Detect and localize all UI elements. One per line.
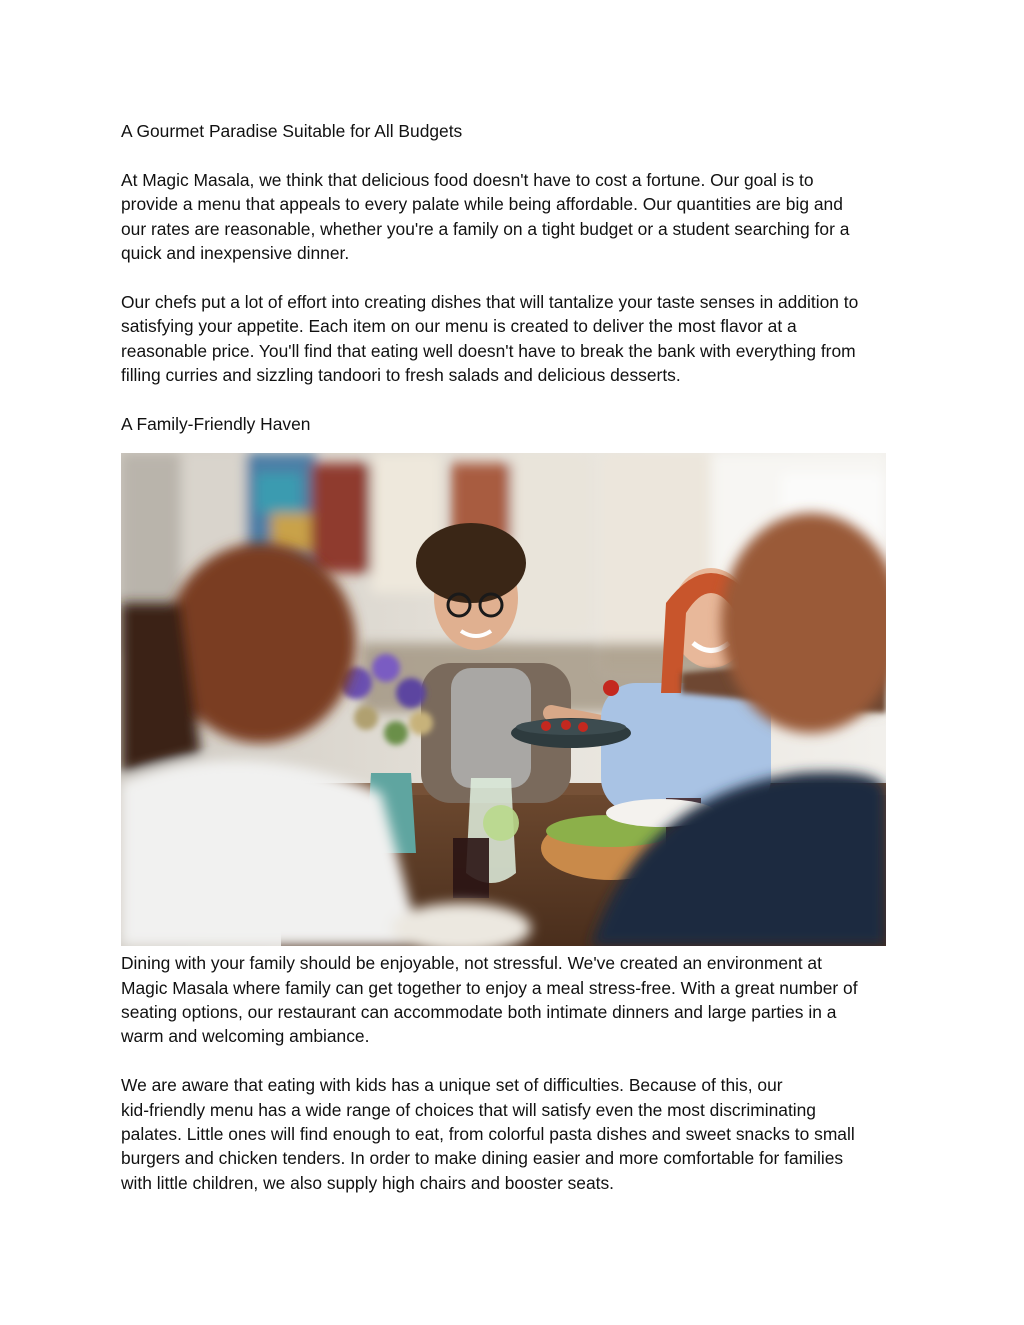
section-heading-budgets: A Gourmet Paradise Suitable for All Budgets [121,121,463,141]
paragraph-affordable: At Magic Masala, we think that delicious food doesn't have to cost a fortune. Our goal is to provide a menu that appeals to every palate while being affordable. Our quantities are big and our rates are reasonable, whether you're a family on a tight budget or a student searching for a quick and inexpensive dinner. [121,169,850,264]
paragraph-kids: We are aware that eating with kids has a unique set of difficulties. Because of this, our kid-friendly menu has a wide range of choices that will satisfy even the most discriminating palates. Little ones will find enough to eat, from colorful pasta dishes and sweet snacks to small burgers and chicken tenders. In order to make dining easier and more comfortable for families with little children, we also supply high chairs and booster seats. [121,1075,855,1193]
paragraph-family-dining: Dining with your family should be enjoyable, not stressful. We've created an environment at Magic Masala where family can get together to enjoy a meal stress-free. With a great number of seating options, our restaurant can accommodate both intimate dinners and large parties in a warm and welcoming ambiance. [121,953,858,1047]
section-heading-family: A Family-Friendly Haven [121,413,311,434]
family-dining-photo [121,453,886,946]
paragraph-chefs: Our chefs put a lot of effort into creating dishes that will tantalize your taste senses in addition to satisfying your appetite. Each item on our menu is created to deliver the most flavor at a reasonable price. You'll find that eating well doesn't have to break the bank with everything from filling curries and sizzling tandoori to fresh salads and delicious desserts. [121,291,859,386]
document-page [121,119,921,1195]
